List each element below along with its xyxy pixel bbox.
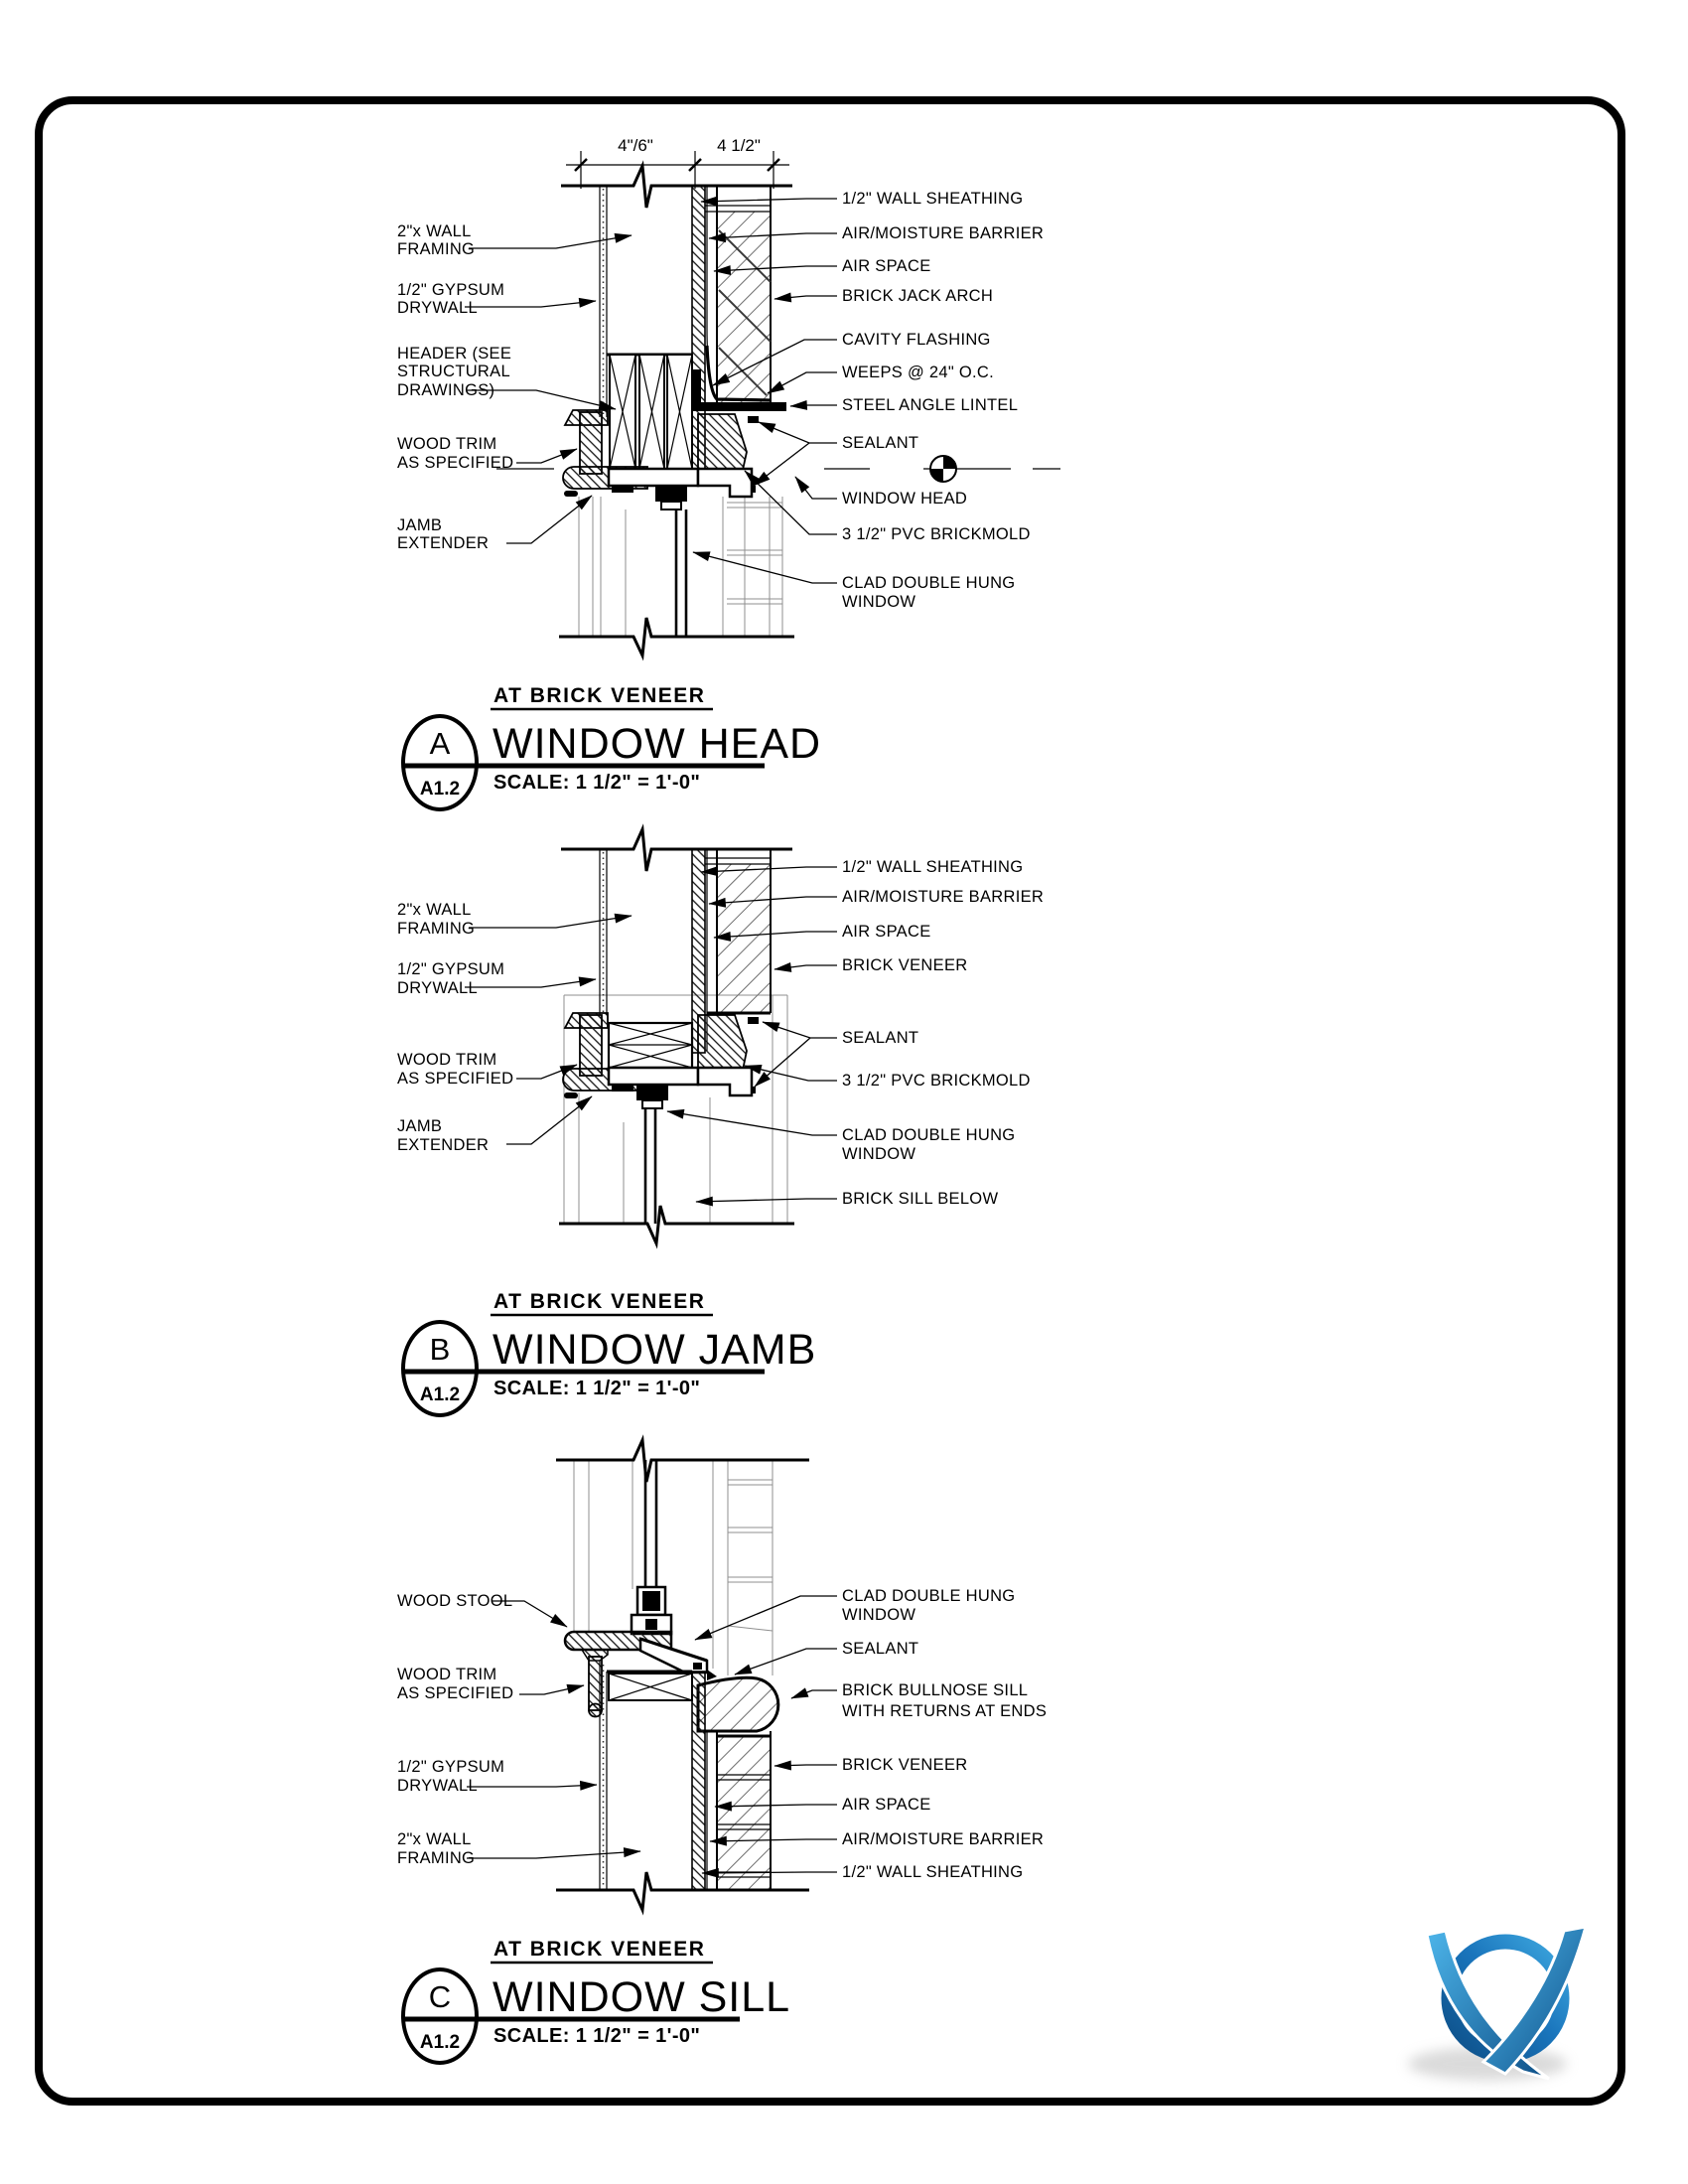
label-wall-framing: FRAMING (397, 920, 476, 938)
detail-scale: SCALE: 1 1/2" = 1'-0" (493, 1378, 701, 1399)
label-jamb-extender: EXTENDER (397, 1136, 490, 1154)
label-weeps: WEEPS @ 24" O.C. (842, 364, 995, 381)
label-wall-framing: 2"x WALL (397, 901, 472, 919)
label-sheathing: 1/2" WALL SHEATHING (842, 858, 1024, 876)
head-dimension-line (566, 136, 789, 189)
detail-title: WINDOW HEAD (492, 720, 822, 768)
label-clad-window: CLAD DOUBLE HUNG (842, 1126, 1016, 1144)
head-projection-lines (579, 497, 782, 636)
detail-marker: B (429, 1332, 451, 1367)
label-brick-jack-arch: BRICK JACK ARCH (842, 287, 994, 305)
label-clad-window: WINDOW (842, 1145, 916, 1163)
jamb-linework (559, 829, 794, 1243)
detail-sheet-ref: A1.2 (419, 779, 461, 800)
label-gypsum: DRYWALL (397, 299, 478, 317)
detail-location: AT BRICK VENEER (493, 684, 706, 707)
sill-linework (556, 1440, 809, 1910)
label-sheathing: 1/2" WALL SHEATHING (842, 1863, 1024, 1881)
label-wood-stool: WOOD STOOL (397, 1592, 513, 1610)
label-air-space: AIR SPACE (842, 257, 931, 275)
detail-sheet-ref: A1.2 (419, 1384, 461, 1405)
label-gypsum: 1/2" GYPSUM (397, 1758, 505, 1776)
dim-framing: 4"/6" (618, 136, 653, 155)
detail-window-head (397, 136, 1060, 809)
detail-location: AT BRICK VENEER (493, 1938, 706, 1961)
detail-sheet-ref: A1.2 (419, 2032, 461, 2053)
label-moisture-barrier: AIR/MOISTURE BARRIER (842, 1830, 1045, 1848)
label-wood-trim: WOOD TRIM (397, 1051, 497, 1069)
head-title-block (403, 684, 821, 809)
label-lintel: STEEL ANGLE LINTEL (842, 396, 1019, 414)
detail-title: WINDOW SILL (492, 1973, 791, 2021)
label-wall-framing: FRAMING (397, 1849, 476, 1867)
label-moisture-barrier: AIR/MOISTURE BARRIER (842, 888, 1045, 906)
logo (1408, 1927, 1586, 2081)
label-header: STRUCTURAL (397, 363, 510, 380)
jamb-title-block (403, 1290, 816, 1415)
label-wall-framing: 2"x WALL (397, 222, 472, 240)
label-wood-trim: WOOD TRIM (397, 435, 497, 453)
label-moisture-barrier: AIR/MOISTURE BARRIER (842, 224, 1045, 242)
label-clad-window: CLAD DOUBLE HUNG (842, 1587, 1016, 1605)
detail-window-sill (397, 1440, 1047, 2063)
label-wall-framing: FRAMING (397, 240, 476, 258)
label-header: HEADER (SEE (397, 345, 512, 363)
label-brickmold: 3 1/2" PVC BRICKMOLD (842, 525, 1031, 543)
label-sealant: SEALANT (842, 434, 919, 452)
label-wall-framing: 2"x WALL (397, 1830, 472, 1848)
dim-brick: 4 1/2" (717, 136, 761, 155)
label-brickmold: 3 1/2" PVC BRICKMOLD (842, 1072, 1031, 1090)
label-gypsum: 1/2" GYPSUM (397, 281, 505, 299)
label-jamb-extender: JAMB (397, 1117, 443, 1135)
label-header: DRAWINGS) (397, 381, 495, 399)
label-bullnose: WITH RETURNS AT ENDS (842, 1702, 1048, 1720)
detail-scale: SCALE: 1 1/2" = 1'-0" (493, 2025, 701, 2047)
detail-location: AT BRICK VENEER (493, 1290, 706, 1313)
label-gypsum: DRYWALL (397, 979, 478, 997)
label-wood-trim: WOOD TRIM (397, 1666, 497, 1683)
label-gypsum: DRYWALL (397, 1777, 478, 1795)
label-jamb-extender: JAMB (397, 516, 443, 534)
label-sealant: SEALANT (842, 1640, 919, 1658)
detail-window-jamb (397, 829, 1044, 1415)
label-air-space: AIR SPACE (842, 1796, 931, 1814)
detail-scale: SCALE: 1 1/2" = 1'-0" (493, 772, 701, 794)
label-cavity-flashing: CAVITY FLASHING (842, 331, 991, 349)
label-air-space: AIR SPACE (842, 923, 931, 941)
label-clad-window: CLAD DOUBLE HUNG (842, 574, 1016, 592)
label-bullnose: BRICK BULLNOSE SILL (842, 1681, 1029, 1699)
detail-marker: A (429, 726, 451, 761)
label-jamb-extender: EXTENDER (397, 534, 490, 552)
label-brick-sill-below: BRICK SILL BELOW (842, 1190, 999, 1208)
label-gypsum: 1/2" GYPSUM (397, 960, 505, 978)
label-sealant: SEALANT (842, 1029, 919, 1047)
sheet-border (39, 100, 1621, 2102)
label-sheathing: 1/2" WALL SHEATHING (842, 190, 1024, 208)
label-wood-trim: AS SPECIFIED (397, 1070, 514, 1088)
label-brick-veneer: BRICK VENEER (842, 956, 968, 974)
sill-title-block (403, 1938, 790, 2063)
detail-title: WINDOW JAMB (492, 1326, 817, 1374)
label-wood-trim: AS SPECIFIED (397, 454, 514, 472)
label-brick-veneer: BRICK VENEER (842, 1756, 968, 1774)
label-clad-window: WINDOW (842, 593, 916, 611)
label-wood-trim: AS SPECIFIED (397, 1684, 514, 1702)
detail-marker: C (428, 1979, 452, 2014)
label-window-head: WINDOW HEAD (842, 490, 968, 508)
label-clad-window: WINDOW (842, 1606, 916, 1624)
